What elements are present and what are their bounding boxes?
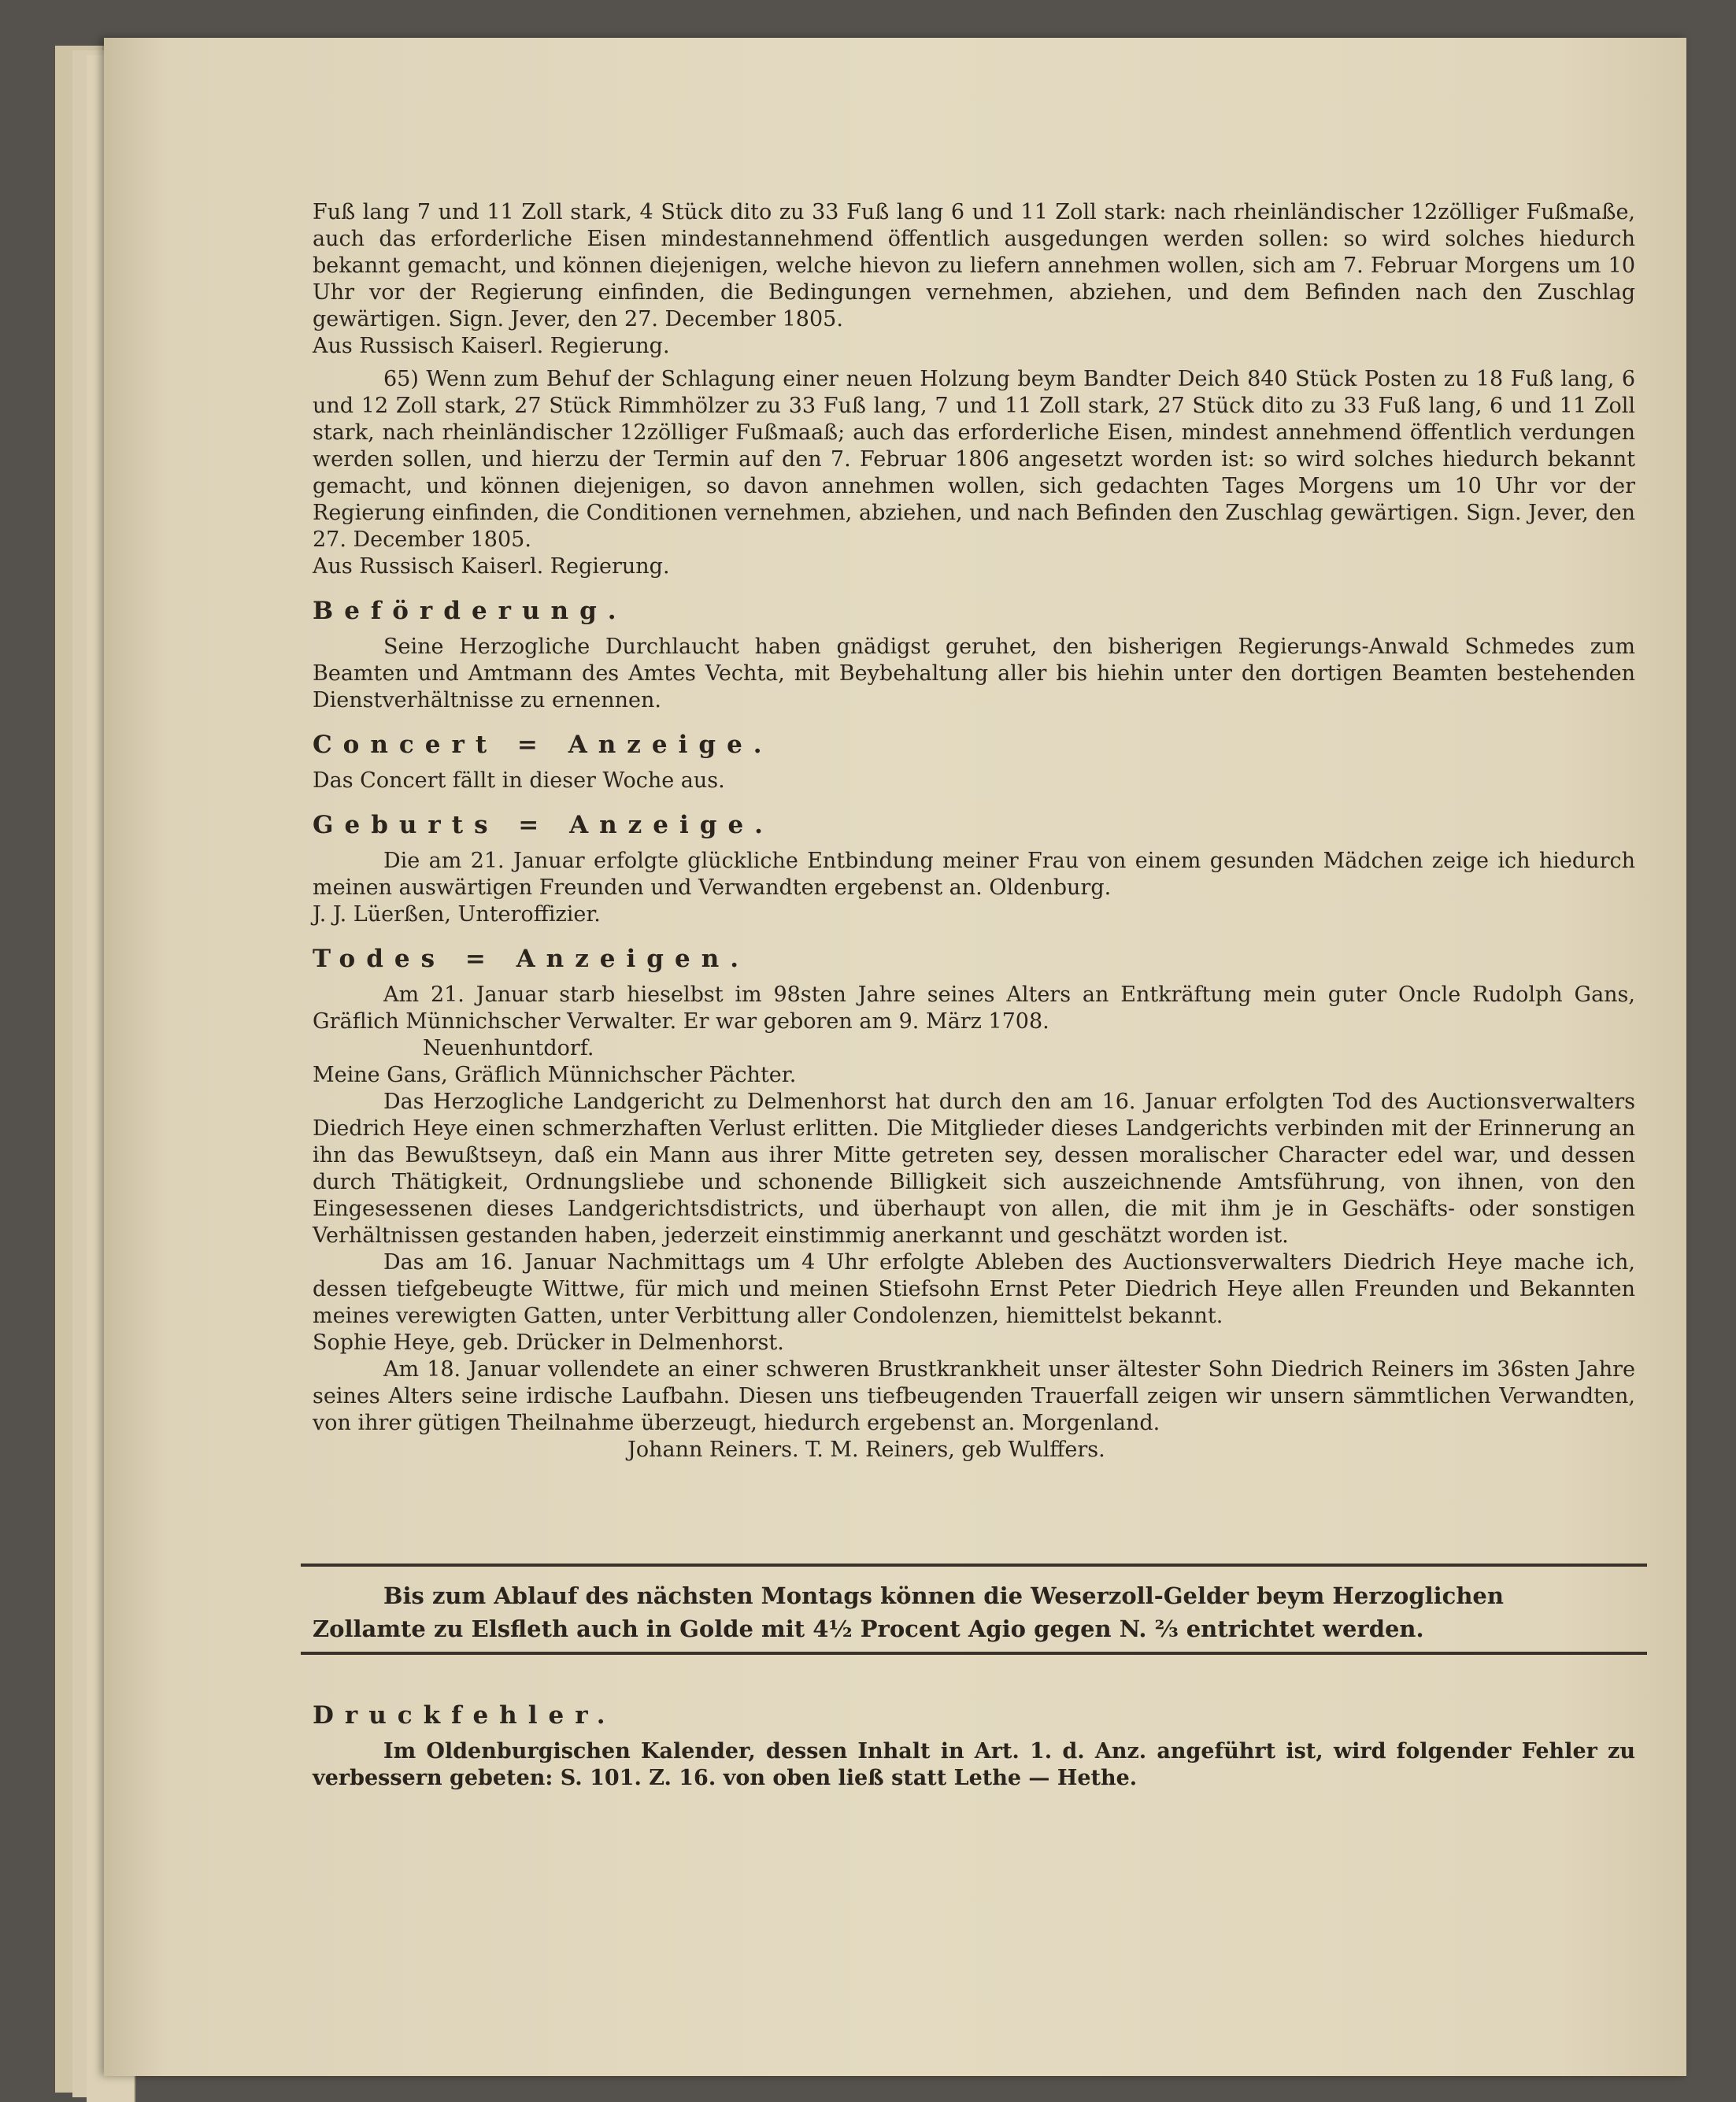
section-heading-todes: Todes = Anzeigen. [313, 945, 750, 973]
druckfehler-section [313, 1685, 1635, 1792]
notice-paragraph: Fuß lang 7 und 11 Zoll stark, 4 Stück dito zu 33 Fuß lang 6 und 11 Zoll stark: nach rheinländischer 12zölliger Fußmaße, auch das erforderliche Eisen mindestannehmend öffentlich ausgedungen werden sollen: so wird solches hiedurch bekannt gemacht, und können diejenigen, welche hievon zu liefern annehmen wollen, sich am 7. Februar Morgens um 10 Uhr vor der Regierung einfinden, die Bedingungen vernehmen, abziehen, und dem Befinden nach den Zuschlag gewärtigen. Sign. Jever, den 27. December 1805. [313, 200, 1635, 331]
befoerderung-text: Seine Herzogliche Durchlaucht haben gnädigst geruhet, den bisherigen Regierungs-Anwald Schmedes zum Beamten und Amtmann des Amtes Vechta, mit Beybehaltung aller bis hiehin unter den dortigen Beamten bestehenden Dienstverhältnisse zu ernennen. [313, 635, 1635, 712]
section-heading-concert: Concert = Anzeige. [313, 731, 773, 759]
notice-paragraph: 65) Wenn zum Behuf der Schlagung einer neuen Holzung beym Bandter Deich 840 Stück Posten zu 18 Fuß lang, 6 und 12 Zoll stark, 27 Stück Rimmhölzer zu 33 Fuß lang, 7 und 11 Zoll stark, 27 Stück dito zu 33 Fuß lang, 6 und 11 Zoll stark, nach rheinländischer 12zölliger Fußmaaß; auch das erforderliche Eisen, mindest annehmend öffentlich verdungen werden sollen, und hierzu der Termin auf den 7. Februar 1806 angesetzt worden ist: so wird solches hiedurch bekannt gemacht, und können diejenigen, so davon annehmen wollen, sich gedachten Tages Morgens um 10 Uhr vor der Regierung einfinden, die Conditionen vernehmen, abziehen, und nach Befinden den Zuschlag gewärtigen. Sign. Jever, den 27. December 1805. [313, 367, 1635, 552]
signature: Johann Reiners. T. M. Reiners, geb Wulffers. [627, 1438, 1105, 1462]
geburt-text: Die am 21. Januar erfolgte glückliche Entbindung meiner Frau von einem gesunden Mädchen zeige ich hiedurch meinen auswärtigen Freunden und Verwandten ergebenst an. Oldenburg. [313, 849, 1635, 900]
notice-line: Zollamte zu Elsfleth auch in Golde mit 4½ Procent Agio gegen N. ⅔ entrichtet werden. [313, 1615, 1424, 1642]
todes-text: Am 18. Januar vollendete an einer schweren Brustkrankheit unser ältester Sohn Diedrich Reiners im 36sten Jahre seines Alters seine irdische Laufbahn. Diesen uns tiefbeugenden Trauerfall zeigen wir unsern sämmtlichen Verwandten, von ihrer gütigen Theilnahme überzeugt, hiedurch ergebenst an. Morgenland. [313, 1357, 1635, 1435]
signature: Sophie Heye, geb. Drücker in Delmenhorst. [313, 1330, 784, 1355]
section-heading-befoerderung: Beförderung. [313, 597, 627, 625]
signature: Aus Russisch Kaiserl. Regierung. [313, 334, 670, 358]
notice-line: Bis zum Ablauf des nächsten Montags können die Weserzoll-Gelder beym Herzoglichen [383, 1582, 1504, 1609]
place-name: Neuenhuntdorf. [423, 1036, 594, 1060]
druckfehler-text: Im Oldenburgischen Kalender, dessen Inhalt in Art. 1. d. Anz. angeführt ist, wird folgender Fehler zu verbessern gebeten: S. 101. Z. 16. von oben ließ statt Lethe — Hethe. [313, 1739, 1635, 1790]
todes-text: Das am 16. Januar Nachmittags um 4 Uhr erfolgte Ableben des Auctionsverwalters Diedrich Heye mache ich, dessen tiefgebeugte Wittwe, für mich und meinen Stiefsohn Ernst Peter Diedrich Heye allen Freunden und Bekannten meines verewigten Gatten, unter Verbittung aller Condolenzen, hiemittelst bekannt. [313, 1250, 1635, 1328]
divider-rule [301, 1564, 1647, 1567]
signature: Aus Russisch Kaiserl. Regierung. [313, 554, 670, 579]
todes-text: Am 21. Januar starb hieselbst im 98sten Jahre seines Alters an Entkräftung mein guter Oncle Rudolph Gans, Gräflich Münnichscher Verwalter. Er war geboren am 9. März 1708. [313, 983, 1635, 1034]
signature: J. J. Lüerßen, Unteroffizier. [313, 902, 601, 927]
divider-rule [301, 1652, 1647, 1655]
auction-notices [313, 199, 1635, 1464]
section-heading-geburt: Geburts = Anzeige. [313, 811, 774, 839]
concert-text: Das Concert fällt in dieser Woche aus. [313, 768, 725, 793]
todes-text: Das Herzogliche Landgericht zu Delmenhorst hat durch den am 16. Januar erfolgten Tod des Auctionsverwalters Diedrich Heye einen schmerzhaften Verlust erlitten. Die Mitglieder dieses Landgerichts verbinden mit der Erinnerung an ihn das Bewußtseyn, daß ein Mann aus ihrer Mitte getreten sey, dessen moralischer Character edel war, und dessen durch Thätigkeit, Ordnungsliebe und schonende Billigkeit sich auszeichnende Amtsführung, von ihnen, von den Eingesessenen dieses Landgerichtsdistricts, und überhaupt von allen, die mit ihm je in Geschäfts- oder sonstigen Verhältnissen gestanden haben, jederzeit einstimmig anerkannt und geschätzt worden ist. [313, 1090, 1635, 1248]
newspaper-page [104, 38, 1686, 2076]
section-heading-druckfehler: Druckfehler. [313, 1701, 616, 1730]
signature: Meine Gans, Gräflich Münnichscher Pächter. [313, 1063, 797, 1087]
weserzoll-notice [313, 1579, 1635, 1645]
